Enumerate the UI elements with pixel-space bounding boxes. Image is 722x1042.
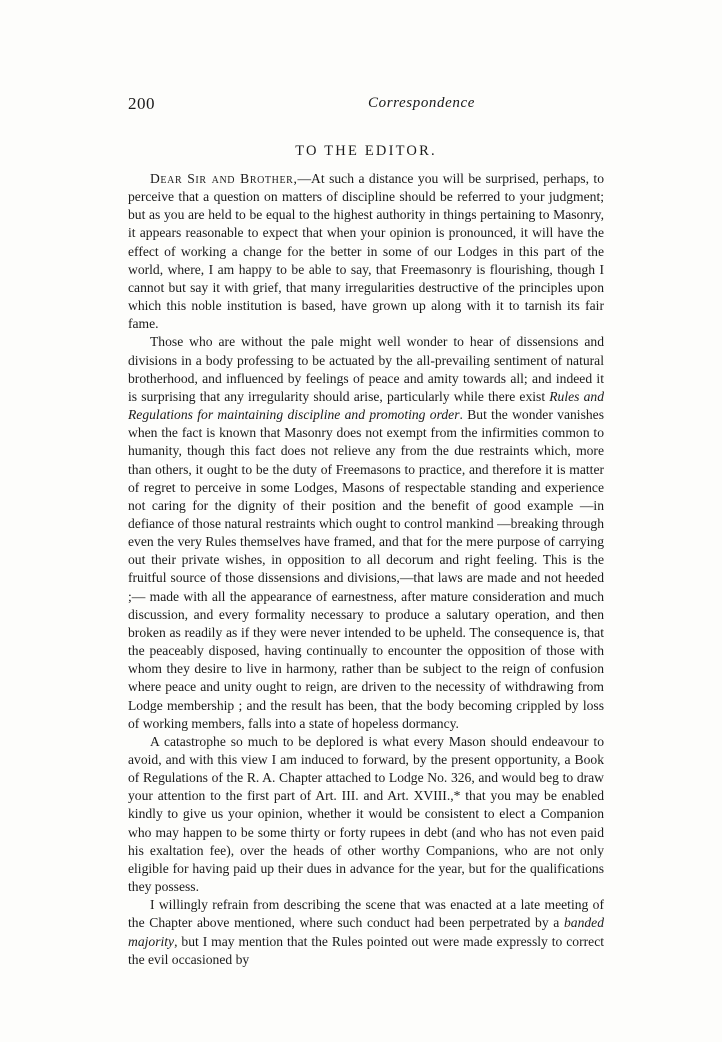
- paragraph-1-text: —At such a distance you will be surprised, perhaps, to perceive that a question on matters of discipline should be referred to your judgment; but as you are held to be equal to the highest authority in things pertaining to Masonry, it appears reasonable to expect that when your opinion is pronounced, it will have the effect of working a change for the better in some of our Lodges in this part of the world, where, I am happy to be able to say, that Freemasonry is flourishing, though I cannot but say it with grief, that many irregularities destructive of the principles upon which this noble institution is based, have grown up along with it to tarnish its fair fame.: [128, 171, 604, 332]
- paragraph-4-text-start: I willingly refrain from describing the scene that was enacted at a late meeting of the Chapter above mentioned, where such conduct had been perpetrated by a: [128, 897, 604, 931]
- paragraph-3-text: A catastrophe so much to be deplored is what every Mason should endeavour to avoid, and with this view I am induced to forward, by the present opportunity, a Book of Regulations of the R. A. Chapter attached to Lodge No. 326, and would beg to draw your attention to the first part of Art. III. and Art. XVIII.,* that you may be enabled kindly to give us your opinion, whether it would be consistent to elect a Companion who may happen to be some thirty or forty rupees in debt (and who has not even paid his exaltation fee), over the heads of other worthy Companions, who are not only eligible for having paid up their dues in advance for the year, but for the qualifications they possess.: [128, 733, 604, 895]
- page-number: 200: [128, 94, 155, 113]
- paragraph-2-text-end: . But the wonder vanishes when the fact is known that Masonry does not exempt from the infirmities common to humanity, though this fact does not relieve any from the due restraints which, more than others, it ought to be the duty of Freemasons to practice, and therefore it is matter of regret to perceive in some Lodges, Masons of respectable standing and experience not caring for the dignity of their position and the benefit of good example —in defiance of those natural restraints which ought to control mankind —breaking through even the very Rules themselves have framed, and that for the mere purpose of carrying out their private wishes, in opposition to all decorum and right feeling. This is the fruitful source of those dissensions and divisions,—that laws are made and not heeded ;— made with all the appearance of earnestness, after mature consideration and much discussion, and every formality necessary to produce a salutary operation, and then broken as readily as if they were never intended to be upheld. The consequence is, that the peaceably disposed, having continually to encounter the opposition of those with whom they desire to live in harmony, rather than be subject to the reign of confusion where peace and unity ought to reign, are driven to the necessity of withdrawing from Lodge membership ; and the result has been, that the body becoming crippled by loss of working members, falls into a state of hopeless dormancy.: [128, 407, 604, 731]
- paragraph-1: [128, 170, 604, 333]
- running-title: Correspondence: [368, 95, 475, 111]
- paragraph-3: [128, 733, 604, 896]
- paragraph-2-text-start: Those who are without the pale might well wonder to hear of dissensions and divisions in a body professing to be actuated by the all-prevailing sentiment of natural brotherhood, and influenced by feelings of peace and amity towards all; and indeed it is surprising that any irregularity should arise, particularly while there exist: [128, 334, 604, 404]
- paragraph-4-text-end: , but I may mention that the Rules pointed out were made expressly to correct the evil occasioned by: [128, 933, 604, 967]
- paragraph-2: [128, 333, 604, 732]
- letter-heading: TO THE EDITOR.: [295, 143, 437, 159]
- running-head: [128, 94, 598, 118]
- banded-majority-phrase: banded majority: [128, 915, 604, 949]
- rules-and-regulations-title: Rules and Regulations for maintaining discipline and promoting order: [128, 388, 604, 423]
- paragraph-4: [128, 896, 604, 969]
- salutation: Dear Sir and Brother,: [150, 171, 298, 186]
- letter-body: [128, 170, 604, 969]
